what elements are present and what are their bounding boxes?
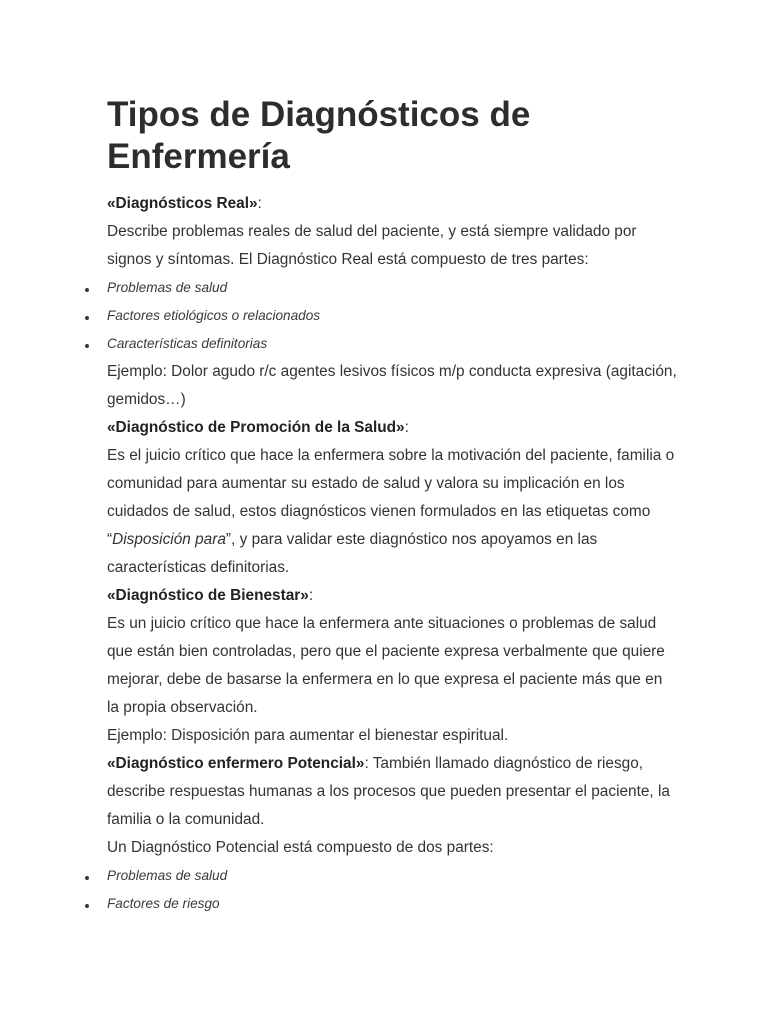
- list-item: [82, 274, 682, 302]
- heading-text: «Diagnóstico de Promoción de la Salud»: [107, 419, 405, 436]
- section-potencial: [107, 750, 677, 834]
- list-item: [82, 330, 682, 358]
- section-heading-bienestar: [107, 582, 677, 610]
- list-item: [82, 302, 682, 330]
- list-item-label: Características definitorias: [107, 336, 268, 351]
- section-heading-promocion: [107, 414, 677, 442]
- description-text: Es el juicio crítico que hace la enfermera sobre la motivación del paciente, familia o comunidad para aumentar su estado de salud y valora su implicación en los cuidados de salud, estos diagnósticos vienen formulados en las etiquetas como “: [107, 447, 675, 548]
- heading-text: «Diagnóstico enfermero Potencial»: [107, 755, 365, 772]
- bullet-icon: [85, 316, 89, 320]
- promocion-description: [107, 442, 677, 582]
- real-example: Ejemplo: Dolor agudo r/c agentes lesivos físicos m/p conducta expresiva (agitación, gemidos…): [107, 363, 677, 408]
- list-item-label: Factores de riesgo: [107, 896, 220, 911]
- bienestar-example: Ejemplo: Disposición para aumentar el bienestar espiritual.: [107, 727, 509, 744]
- potencial-intro: Un Diagnóstico Potencial está compuesto de dos partes:: [107, 839, 494, 856]
- description-emphasis: Disposición para: [112, 531, 226, 548]
- heading-suffix: :: [404, 419, 409, 436]
- bullet-icon: [85, 904, 89, 908]
- list-item-label: Problemas de salud: [107, 868, 228, 883]
- bullet-icon: [85, 344, 89, 348]
- heading-text: «Diagnósticos Real»: [107, 195, 258, 212]
- heading-text: «Diagnóstico de Bienestar»: [107, 587, 309, 604]
- page-title: Tipos de Diagnósticos de Enfermería: [107, 95, 531, 176]
- real-description: Describe problemas reales de salud del paciente, y está siempre validado por signos y síntomas. El Diagnóstico Real está compuesto de tres partes:: [107, 223, 637, 268]
- bienestar-description: Es un juicio crítico que hace la enfermera ante situaciones o problemas de salud que están bien controladas, pero que el paciente expresa verbalmente que quiere mejorar, debe de basarse la enfermera en lo que expresa el paciente más que en la propia observación.: [107, 615, 665, 716]
- description-text-end: ”, y para validar este diagnóstico nos apoyamos en las características definitorias.: [107, 531, 598, 576]
- heading-suffix: :: [257, 195, 262, 212]
- heading-suffix: :: [308, 587, 314, 604]
- bullet-icon: [85, 876, 89, 880]
- bullet-icon: [85, 288, 89, 292]
- list-item: [82, 862, 682, 890]
- section-heading-real: [107, 190, 677, 218]
- list-item-label: Factores etiológicos o relacionados: [107, 308, 321, 323]
- list-item: [82, 890, 682, 918]
- list-item-label: Problemas de salud: [107, 280, 228, 295]
- heading-suffix: : También llamado diagnóstico de riesgo, describe respuestas humanas a los procesos que pueden presentar el paciente, la familia o la comunidad.: [107, 755, 670, 828]
